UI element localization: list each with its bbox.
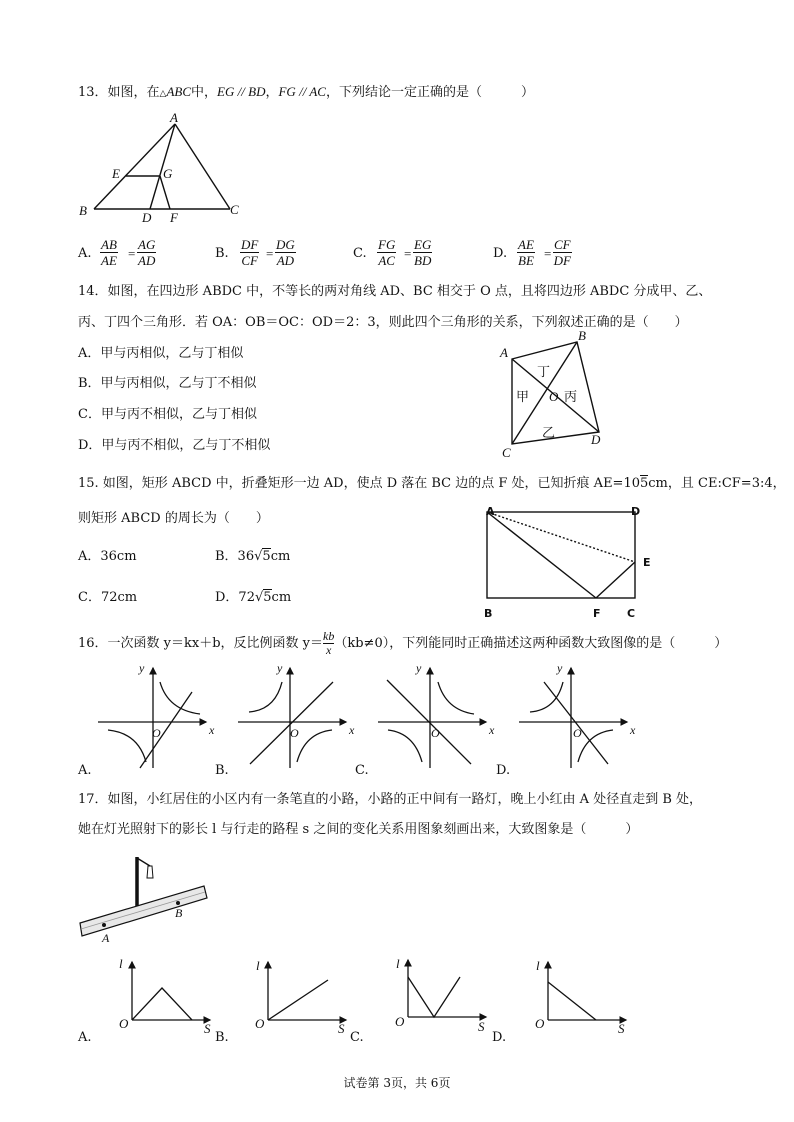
q13-d-frac1: $\frac{AE}{BE}$	[518, 237, 534, 268]
q17-graph-d	[548, 962, 626, 1020]
q17-option-b[interactable]: B.	[215, 1030, 229, 1045]
q17-d-s: S	[618, 1021, 625, 1036]
q13-label-d: D	[142, 210, 152, 225]
q16-d-x: x	[630, 723, 636, 737]
q16-a-y: y	[139, 661, 145, 675]
q16-c-o: O	[431, 726, 440, 740]
q17-b-l: l	[256, 958, 260, 973]
q15-stem-line1: 15. 如图，矩形 ABCD 中，折叠矩形一边 AD，使点 D 落在 BC 边的点 F 处，已知折痕 AE=105cm，且 CE:CF=3:4，	[78, 476, 786, 491]
q17-stem-line1: 17．如图，小红居住的小区内有一条笔直的小路，小路的正中间有一路灯，晚上小红由 A 处径直走到 B 处，	[78, 792, 703, 807]
q14-option-b[interactable]: B．甲与丙相似，乙与丁不相似	[78, 376, 257, 391]
q15-label-d: D	[631, 505, 641, 518]
q14-option-a[interactable]: A．甲与丙相似，乙与丁相似	[78, 346, 244, 361]
q13-c-frac2: $\frac{EG}{BD}$	[414, 237, 432, 268]
q13-c-frac1: $\frac{FG}{AC}$	[378, 237, 396, 268]
q15-stem-line2: 则矩形 ABCD 的周长为（ ）	[78, 511, 269, 526]
q13-label-e: E	[112, 166, 120, 181]
q14-stem-line1: 14．如图，在四边形 ABDC 中，不等长的两对角线 AD、BC 相交于 O 点，且将四边形 ABDC 分成甲、乙、	[78, 284, 712, 299]
q13-label-g: G	[163, 166, 173, 181]
q13-b-frac2: $\frac{DG}{AD}$	[276, 237, 295, 268]
q16-a-o: O	[152, 726, 161, 740]
q15-option-a[interactable]: A．36cm	[78, 549, 137, 564]
q17-stem-line2: 她在灯光照射下的影长 l 与行走的路程 s 之间的变化关系用图象刻画出来，大致图象是（ ）	[78, 822, 639, 837]
q13-stem: 13．如图，在△ABC中，EG // BD，FG // AC，下列结论一定正确的是（ ）	[78, 84, 534, 100]
q17-a-s: S	[204, 1021, 211, 1036]
q17-graph-a	[132, 962, 210, 1020]
q15-label-b: B	[484, 607, 493, 620]
q13-a-frac2: $\frac{AG}{AD}$	[138, 237, 156, 268]
q16-d-o: O	[573, 726, 582, 740]
q17-c-s: S	[478, 1019, 485, 1034]
q16-c-y: y	[416, 661, 422, 675]
q17-graph-c	[408, 960, 486, 1017]
q16-b-x: x	[349, 723, 355, 737]
q16-option-b[interactable]: B.	[215, 763, 229, 778]
q15-label-c: C	[627, 607, 636, 620]
q17-c-l: l	[396, 956, 400, 971]
q16-stem: 16．一次函数 y＝kx＋b，反比例函数 y＝ $\frac{kb}{x}$ （kb≠0），下列能同时正确描述这两种函数大致图像的是（ ）	[78, 629, 728, 657]
q16-a-x: x	[209, 723, 215, 737]
q17-a-o: O	[119, 1016, 129, 1031]
q17-option-a[interactable]: A.	[78, 1030, 92, 1045]
q13-a-frac1: $\frac{AB}{AE}$	[101, 237, 117, 268]
q17-label-b: B	[175, 906, 183, 920]
q13-label-a: A	[170, 110, 178, 125]
q16-d-y: y	[557, 661, 563, 675]
q17-graph-b	[268, 962, 346, 1020]
q15-option-b[interactable]: B．36√5cm	[215, 549, 291, 564]
q15-label-a: A	[486, 505, 495, 518]
q14-stem-line2: 丙、丁四个三角形．若 OA：OB＝OC：OD＝2：3，则此四个三角形的关系，下列叙述正确的是（ ）	[78, 315, 688, 330]
q14-label-jia: 甲	[516, 389, 530, 404]
q16-option-a[interactable]: A.	[78, 763, 92, 778]
q14-label-yi: 乙	[542, 425, 556, 440]
q13-label-f: F	[170, 210, 178, 225]
q14-label-ding: 丁	[537, 364, 551, 379]
q14-label-o: O	[549, 389, 559, 404]
q17-c-o: O	[395, 1014, 405, 1029]
page-footer: 试卷第 3页，共 6页	[343, 1076, 451, 1090]
q14-option-c[interactable]: C．甲与丙不相似，乙与丁相似	[78, 407, 257, 422]
q13-d-frac2: $\frac{CF}{DF}$	[553, 237, 571, 268]
q16-c-x: x	[489, 723, 495, 737]
q16-b-y: y	[277, 661, 283, 675]
q17-option-d[interactable]: D.	[492, 1030, 507, 1045]
q15-label-e: E	[643, 556, 651, 569]
q15-label-f: F	[593, 607, 601, 620]
q13-b-frac1: $\frac{DF}{CF}$	[241, 237, 259, 268]
q14-label-d: D	[591, 432, 601, 447]
q16-option-d[interactable]: D.	[496, 763, 511, 778]
q14-label-a: A	[500, 345, 508, 360]
q13-label-b: B	[79, 203, 87, 218]
q14-label-bing: 丙	[564, 389, 578, 404]
q17-b-s: S	[338, 1021, 345, 1036]
q17-d-o: O	[535, 1016, 545, 1031]
q16-option-c[interactable]: C.	[355, 763, 369, 778]
q17-d-l: l	[536, 958, 540, 973]
q14-option-d[interactable]: D．甲与丙不相似，乙与丁不相似	[78, 438, 271, 453]
q15-option-d[interactable]: D．72√5cm	[215, 590, 292, 605]
q16-b-o: O	[290, 726, 299, 740]
q14-label-b: B	[578, 328, 586, 343]
q13-label-c: C	[230, 202, 239, 217]
q17-label-a: A	[102, 931, 110, 945]
q17-b-o: O	[255, 1016, 265, 1031]
q17-a-l: l	[119, 956, 123, 971]
q15-option-c[interactable]: C．72cm	[78, 590, 138, 605]
q14-label-c: C	[502, 445, 511, 460]
q17-option-c[interactable]: C.	[350, 1030, 364, 1045]
